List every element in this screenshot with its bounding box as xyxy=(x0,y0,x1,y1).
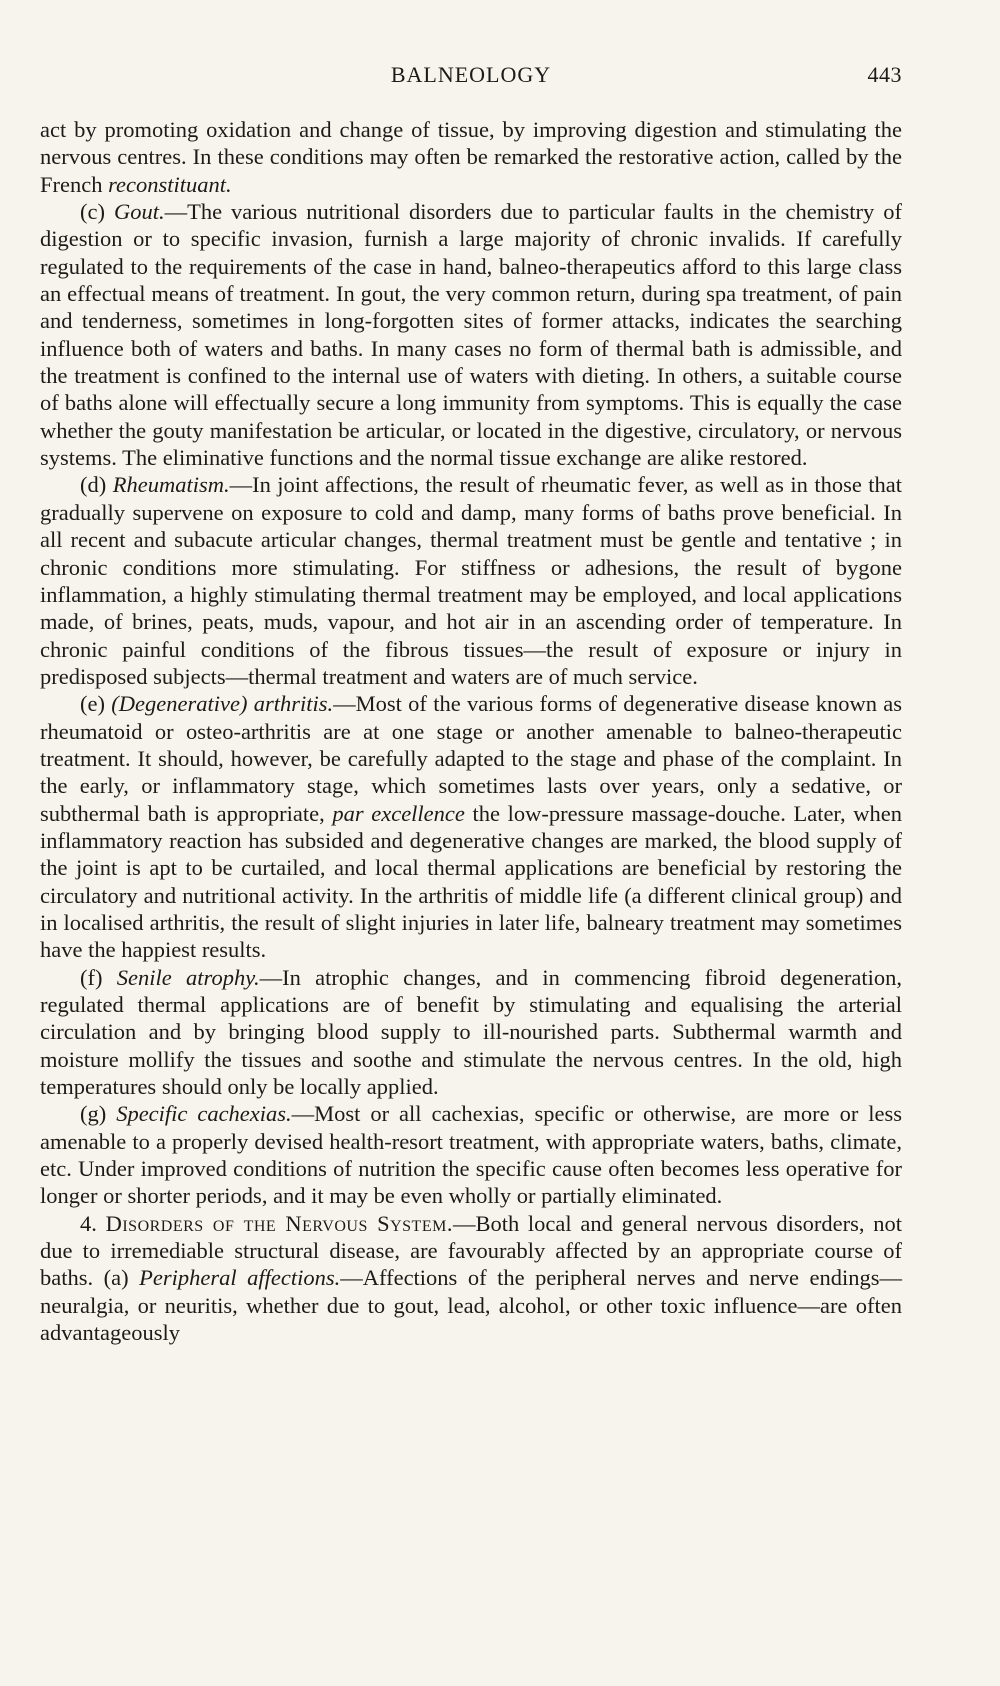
paragraph-text: the low-pressure massage-douche. Later, when inflammatory reaction has subsided and degenerative changes are marked, the blood supply of the joint is apt to be curtailed, and local thermal applications are beneficial by restoring the circulatory and nutritional activity. In the arthritis of middle life (a different clinical group) and in localised arthritis, the result of slight injuries in later life, balneary treatment may sometimes have the happiest results. xyxy=(40,800,903,963)
paragraph-text: —Most of the various forms of degenerative disease known as rheumatoid or osteo-arthritis are at one stage or another amenable to balneo-therapeutic treatment. It should, however, be carefully adapted to the stage and phase of the complaint. In the early, or inflammatory stage, which sometimes lasts over years, only a sedative, or subthermal bath is appropriate, xyxy=(40,691,903,826)
page-number: 443 xyxy=(867,62,902,87)
paragraph-continuation xyxy=(40,116,902,198)
paragraph-arthritis xyxy=(40,690,902,963)
item-heading: Specific cachexias. xyxy=(116,1101,292,1127)
paragraph-text: —In atrophic changes, and in commencing fibroid degeneration, regulated thermal applications are of benefit by stimulating and equalising the arterial circulation and by bringing blood supply to ill-nourished parts. Subthermal warmth and moisture mollify the tissues and soothe and stimulate the nervous centres. In the old, high temperatures should only be locally applied. xyxy=(40,964,902,1100)
paragraph-text: —The various nutritional disorders due to particular faults in the chemistry of digestion or to specific invasion, furnish a large majority of chronic invalids. If carefully regulated to the requirements of the case in hand, balneo-therapeutics afford to this large class an effectual means of treatment. In gout, the very common return, during spa treatment, of pain and tenderness, sometimes in long-forgotten sites of former attacks, indicates the searching influence both of waters and baths. In many cases no form of thermal bath is admissible, and the treatment is confined to the internal use of waters with dieting. In others, a suitable course of baths alone will effectually secure a long immunity from symptoms. This is equally the case whether the gouty manifestation be articular, or located in the digestive, circulatory, or nervous systems. The eliminative functions and the normal tissue exchange are alike restored. xyxy=(40,199,902,471)
item-label: (a) xyxy=(103,1265,129,1291)
section-heading: Disorders of the Nervous System. xyxy=(105,1210,453,1236)
item-heading: Peripheral affections. xyxy=(139,1265,341,1291)
paragraph-text: —Affections of the peripheral nerves and nerve endings—neuralgia, or neuritis, whether due to gout, lead, alcohol, or other toxic influence—are often advantageously xyxy=(40,1265,903,1346)
paragraph-senile-atrophy xyxy=(40,964,902,1101)
running-title: BALNEOLOGY xyxy=(390,62,552,87)
italic-term: reconstituant. xyxy=(108,171,232,197)
item-heading: arthritis. xyxy=(253,691,334,717)
item-heading-prefix: (Degenerative) xyxy=(111,691,248,717)
paragraph-text: act by promoting oxidation and change of tissue, by improving digestion and stimulating the nervous centres. In these conditions may often be remarked the restorative action, called by the French xyxy=(40,117,902,197)
item-label: (g) xyxy=(80,1101,107,1127)
item-label: (e) xyxy=(80,691,105,717)
item-label: (c) xyxy=(80,199,105,225)
paragraph-gout xyxy=(40,198,902,471)
section-number: 4. xyxy=(80,1210,97,1236)
item-heading: Gout. xyxy=(113,199,165,225)
paragraph-nervous-system xyxy=(40,1210,902,1347)
item-heading: Senile atrophy. xyxy=(116,964,260,990)
item-label: (d) xyxy=(80,472,107,498)
body-text xyxy=(40,116,902,1346)
running-head xyxy=(40,62,902,96)
paragraph-text: —In joint affections, the result of rheumatic fever, as well as in those that gradually supervene on exposure to cold and damp, many forms of baths prove beneficial. In all recent and subacute articular changes, thermal treatment must be gentle and tentative ; in chronic conditions more stimulating. For stiffness or adhesions, the result of bygone inflammation, a highly stimulating thermal treatment may be employed, and local applications made, of brines, peats, muds, vapour, and hot air in an ascending order of temperature. In chronic painful conditions of the fibrous tissues—the result of exposure or injury in predisposed subjects—thermal treatment and waters are of much service. xyxy=(40,472,903,689)
paragraph-cachexias xyxy=(40,1100,902,1209)
paragraph-rheumatism xyxy=(40,471,902,690)
paragraph-text: —Both local and general nervous disorders, not due to irremediable structural disease, are favourably affected by an appropriate course of baths. xyxy=(40,1210,903,1291)
italic-term: par excellence xyxy=(332,800,465,826)
item-heading: Rheumatism. xyxy=(112,472,230,498)
item-label: (f) xyxy=(80,964,103,990)
paragraph-text: —Most or all cachexias, specific or otherwise, are more or less amenable to a properly devised health-resort treatment, with appropriate waters, baths, climate, etc. Under improved conditions of nutrition the specific cause often becomes less operative for longer or shorter periods, and it may be even wholly or partially eliminated. xyxy=(40,1101,903,1209)
